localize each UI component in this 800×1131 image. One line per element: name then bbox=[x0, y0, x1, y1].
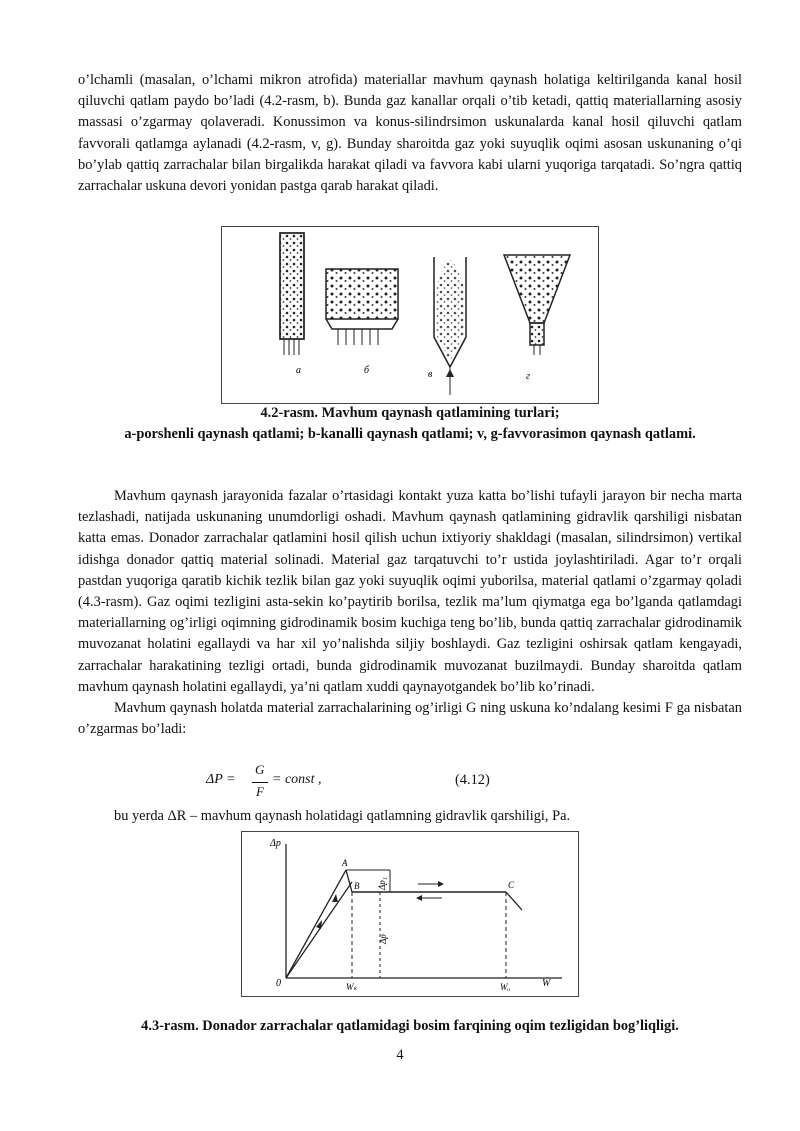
intro-text-block bbox=[78, 70, 742, 197]
graph-wu-label: Wᵤ bbox=[500, 982, 511, 992]
figure-4-2-label-a: a bbox=[296, 365, 301, 376]
graph-y-label: Δp bbox=[270, 838, 281, 849]
graph-origin-label: 0 bbox=[276, 978, 281, 989]
graph-wk-label: Wₖ bbox=[346, 982, 358, 992]
formula-fraction-bar bbox=[252, 782, 268, 783]
formula-number: (4.12) bbox=[455, 772, 490, 788]
figure-4-2-caption-legend: a-porshenli qaynash qatlami; b-kanalli qaynash qatlami; v, g-favvorasimon qaynash qatlami. bbox=[124, 426, 696, 442]
formula-numerator: G bbox=[255, 762, 265, 777]
figure-4-2-drawing bbox=[222, 227, 598, 403]
where-line: bu yerda ΔR – mavhum qaynash holatidagi qatlamning gidravlik qarshiligi, Pa. bbox=[114, 808, 571, 824]
favvorasimon-cone-cylinder-drawing bbox=[434, 257, 466, 395]
figure-4-2-label-v: в bbox=[428, 369, 433, 380]
formula-4-12 bbox=[0, 762, 800, 806]
favvorasimon-cone-drawing bbox=[504, 255, 570, 355]
paragraph-3: Mavhum qaynash holatda material zarrachalarining og’irligi G ning uskuna ko’ndalang kesimi F ga nisbatan o’zgarmas bo’ladi: bbox=[78, 700, 742, 738]
graph-w-label: W bbox=[542, 978, 551, 989]
formula-lhs: ΔP = bbox=[206, 772, 236, 787]
graph-point-c: C bbox=[508, 880, 515, 890]
graph-point-b: B bbox=[354, 881, 360, 891]
figure-4-2 bbox=[221, 226, 599, 404]
figure-4-2-caption-title: 4.2-rasm. Mavhum qaynash qatlamining turlari; bbox=[260, 405, 560, 421]
figure-4-3-graph bbox=[242, 832, 578, 996]
paragraph-2: Mavhum qaynash jarayonida fazalar o’rtasidagi kontakt yuza katta bo’lishi tufayli jarayon bir necha marta tezlashadi, natijada uskunaning unumdorligi oshadi. Mavhum qaynash qatlamining gidravlik qarshiligi nisbatan katta emas. Donador zarrachalar qatlamini hosil qilish uchun ixtiyoriy shakldagi (masalan, silindrsimon) vertikal idishga donador qattiq material solinadi. Material gaz tarqatuvchi to’r ustida joylashtiriladi. Agar to’r orqali pastdan yuqoriga qaratib kichik tezlik bilan gaz yoki suyuqlik oqimi yuborilsa, material qatlami o’zgarmay qoladi (4.3-rasm). Gaz oqimi tezligini asta-sekin ko’paytirib borilsa, tezlik ma’lum qiymatga ega bo’lganda qatlamdagi materiallarning og’irligi oqimning gidrodinamik bosim kuchiga teng bo’lib, bunda qattiq zarrachalar gidrodinamik muvozanat holatini egallaydi va har xil yo’nalishda siljiy boshlaydi. Gaz tezligini oshirsak qatlam kengayadi, zarrachalar harakatining tezligi ortadi, bunda gidrodinamik muvozanat buzilmaydi. Bunday sharoitda qatlam mavhum qaynash holatini egallaydi, ya’ni qatlam xuddi qaynayotgandek bo’lib ko’rinadi. bbox=[78, 488, 742, 695]
page-number: 4 bbox=[396, 1047, 404, 1063]
graph-point-a: A bbox=[342, 858, 348, 868]
kanalli-bed-drawing bbox=[326, 269, 398, 345]
graph-dp-main-label: Δp bbox=[378, 934, 388, 944]
figure-4-3-caption: 4.3-rasm. Donador zarrachalar qatlamidagi bosim farqining oqim tezligidan bog’liqligi. bbox=[141, 1018, 679, 1034]
graph-dp-peak-label: Δp₁ bbox=[377, 877, 387, 890]
body-text-block bbox=[78, 486, 742, 740]
figure-4-2-label-g: г bbox=[526, 371, 530, 382]
formula-denominator: F bbox=[256, 784, 264, 799]
figure-4-3 bbox=[241, 831, 579, 997]
porshenli-bed-drawing bbox=[280, 233, 304, 355]
figure-4-2-label-b: б bbox=[364, 365, 370, 376]
where-line-block bbox=[78, 806, 742, 827]
intro-paragraph: o’lchamli (masalan, o’lchami mikron atrofida) materiallar mavhum qaynash holatiga keltirilganda kanal hosil qiluvchi qatlam paydo bo’ladi (4.2-rasm, b). Bunda gaz kanallar orqali o’tib ketadi, qattiq materiallarning asosiy massasi o’zgarmay qolaveradi. Konussimon va konus-silindrsimon uskunalarda kanal hosil qiluvchi qatlam favvorali qatlamga aylanadi (4.2-rasm, v, g). Bunday sharoitda gaz yoki suyuqlik oqimi asosan uskunaning o’qi bo’ylab qattiq zarrachalar bilan birgalikda harakat qiladi va favvora kabi ularni yuqoriga tarqatadi. So’ngra qattiq zarrachalar uskuna devori yonidan pastga qarab harakat qiladi. bbox=[78, 72, 742, 195]
formula-rhs: = const , bbox=[272, 772, 322, 787]
